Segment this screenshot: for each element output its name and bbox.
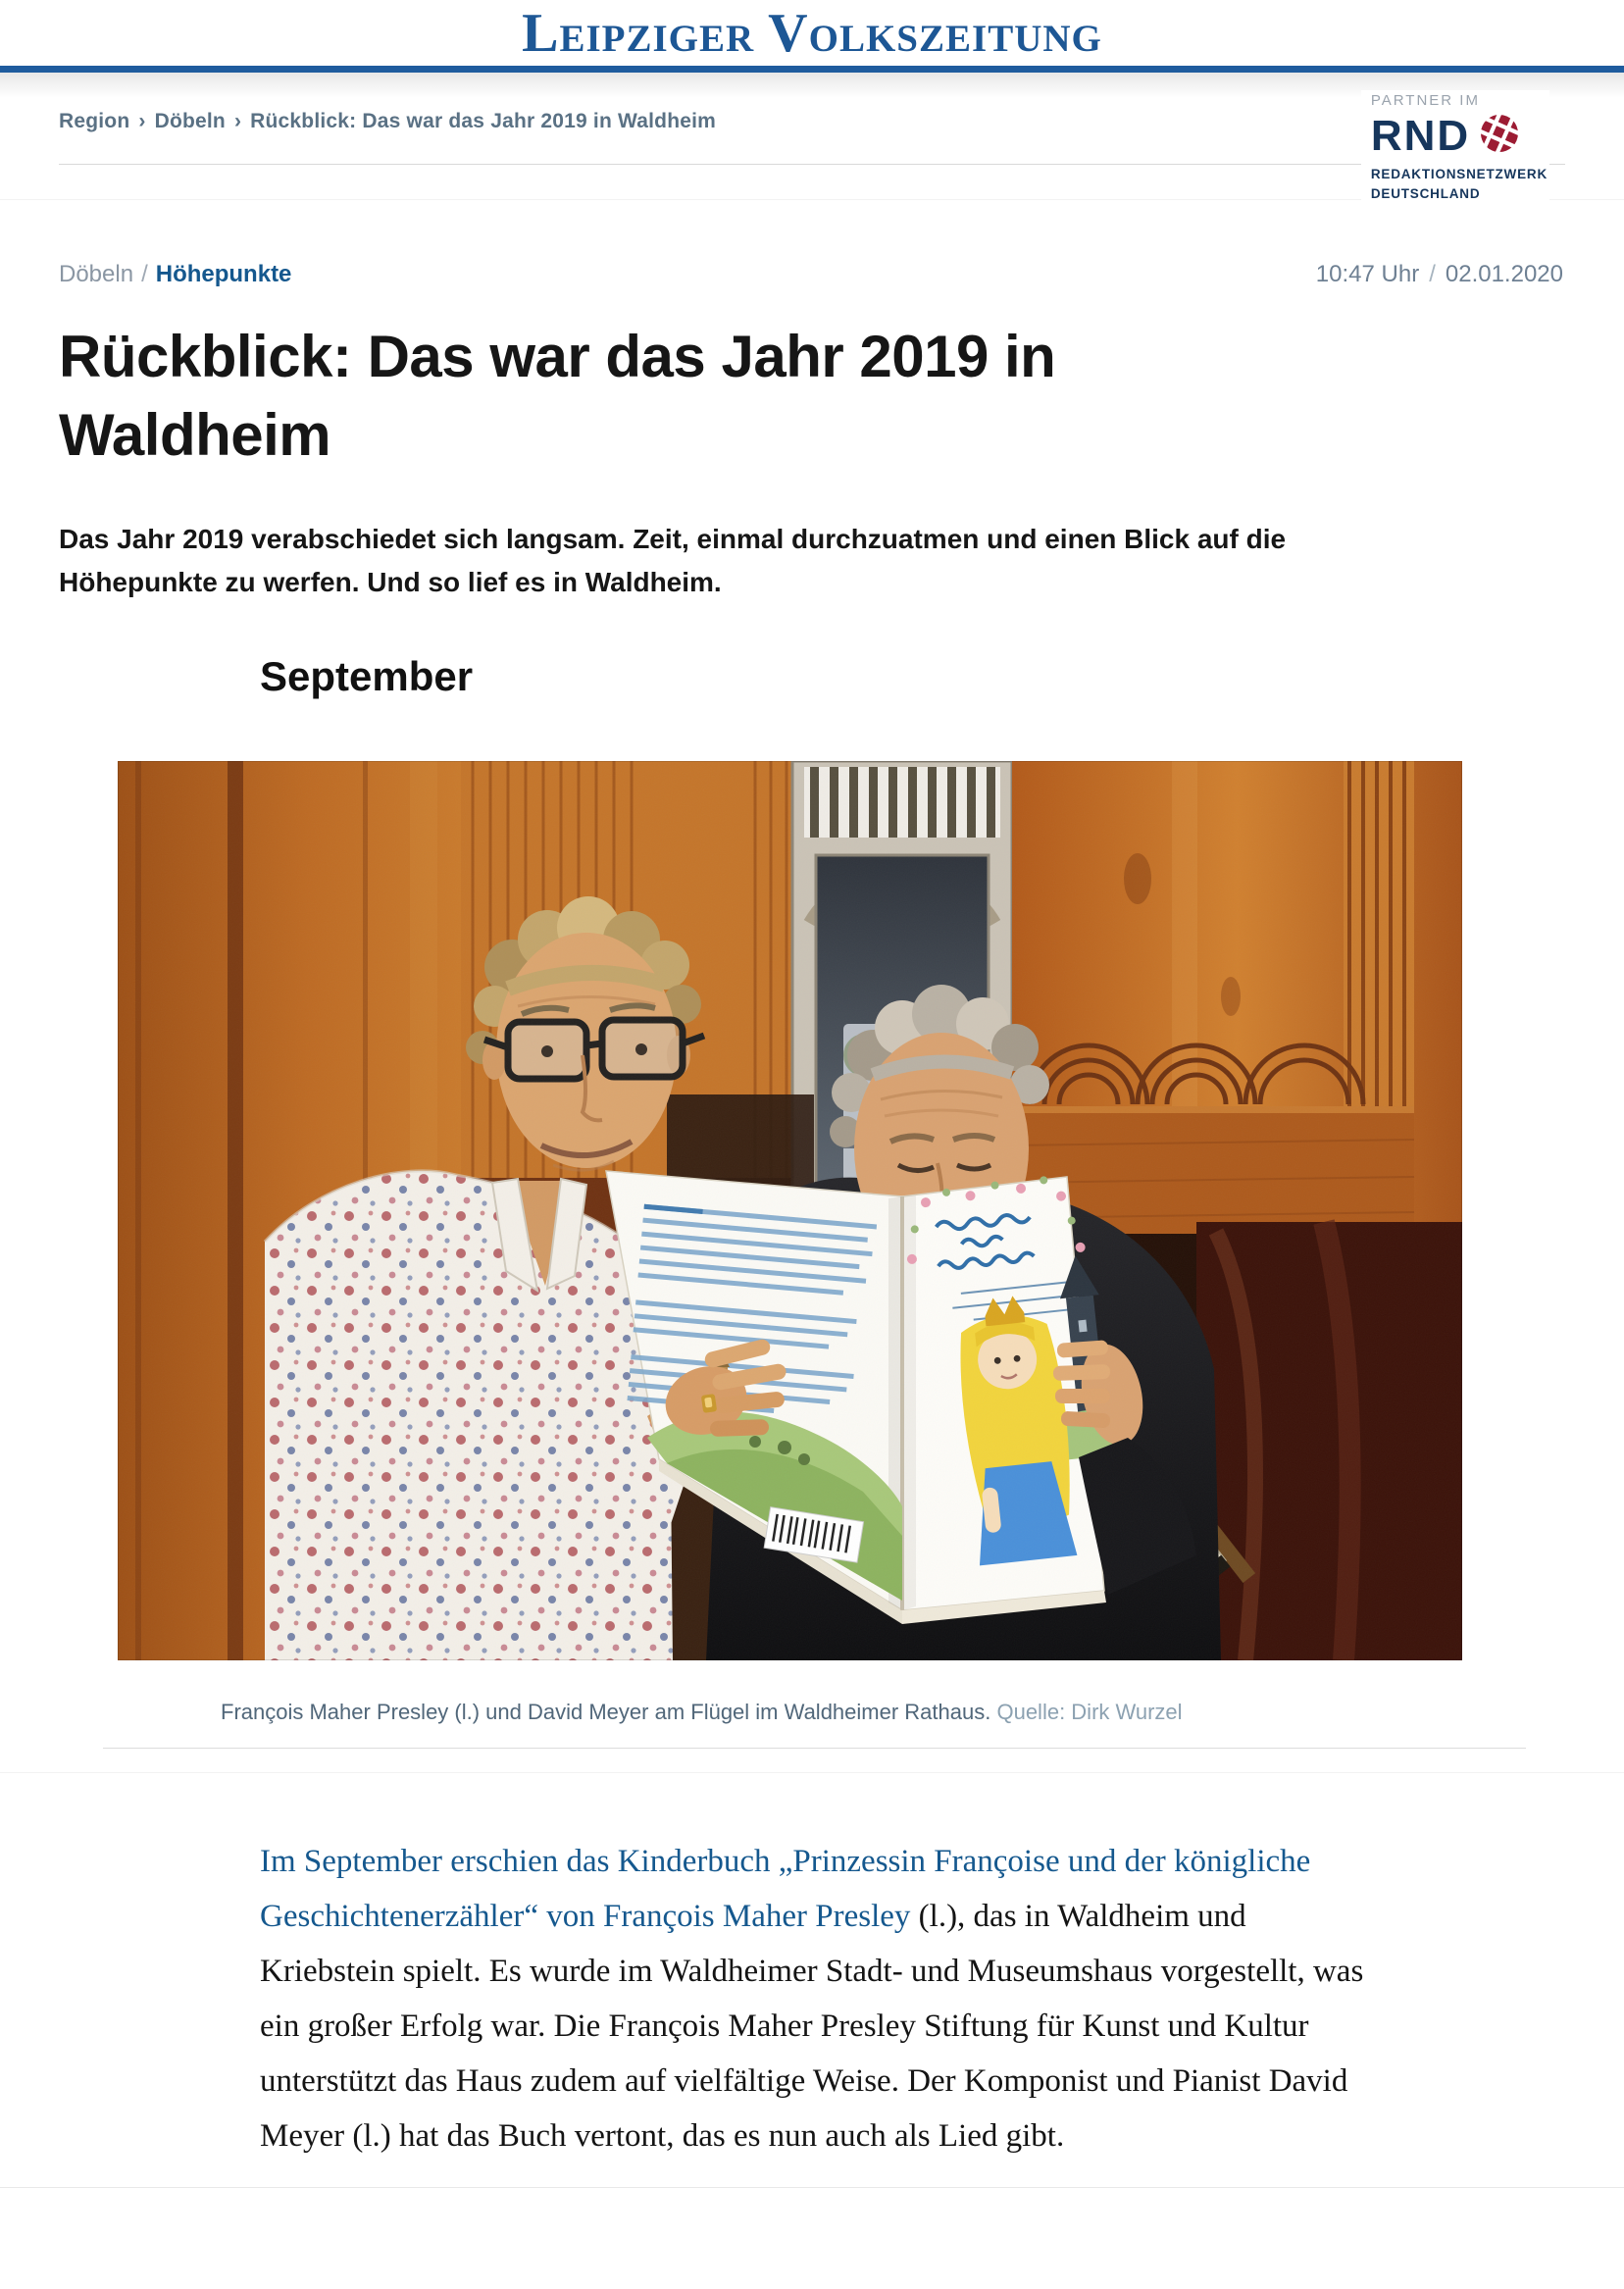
article-figure — [118, 761, 1462, 1725]
rnd-partner-badge[interactable] — [1361, 90, 1549, 207]
category — [59, 261, 291, 288]
image-caption-text: François Maher Presley (l.) und David Meyer am Flügel im Waldheimer Rathaus. — [221, 1699, 991, 1724]
breadcrumb-link-doebeln[interactable]: Döbeln — [154, 110, 226, 132]
rnd-partner-label: PARTNER IM — [1370, 92, 1480, 109]
article-body-text: (l.), das in Waldheim und Kriebstein spielt. Es wurde im Waldheimer Stadt- und Museumshaus vorgestellt, was ein großer Erfolg war. Die François Maher Presley Stiftung für Kunst und Kultur unterstützt das Haus zudem auf vielfältige Weise. Der Komponist und Pianist David Meyer (l.) hat das Buch vertont, das es nun auch als Lied gibt. — [260, 1898, 1364, 2154]
category-subsection-link[interactable]: Höhepunkte — [155, 261, 292, 287]
rnd-globe-icon — [1477, 111, 1522, 161]
breadcrumb — [59, 110, 1565, 133]
article-lead: Das Jahr 2019 verabschiedet sich langsam. Zeit, einmal durchzuatmen und einen Blick auf die Höhepunkte zu werfen. Und so lief es in Waldheim. — [59, 523, 1287, 597]
book-article-link[interactable]: Im September erschien das Kinderbuch „Prinzessin Françoise und der königliche Geschichtenerzähler“ von François Maher Presley — [260, 1843, 1311, 1934]
publish-time: 10:47 Uhr — [1315, 261, 1420, 287]
breadcrumb-current-page: Rückblick: Das war das Jahr 2019 in Waldheim — [250, 110, 717, 132]
section-heading-september: September — [260, 652, 474, 699]
category-separator: / — [141, 261, 148, 287]
publish-date: 02.01.2020 — [1445, 261, 1563, 287]
publish-separator: / — [1429, 261, 1436, 287]
masthead — [0, 0, 1624, 64]
divider — [103, 1748, 1526, 1749]
image-caption-source: Quelle: Dirk Wurzel — [996, 1699, 1183, 1724]
divider — [0, 2187, 1624, 2188]
category-section: Döbeln — [59, 261, 134, 287]
divider — [59, 164, 1565, 165]
article-body-paragraph — [260, 1834, 1378, 2163]
image-caption — [221, 1700, 1462, 1725]
article-meta-row — [59, 261, 1563, 288]
publish-timestamp — [1316, 261, 1563, 288]
breadcrumb-link-region[interactable]: Region — [59, 110, 130, 132]
rnd-network-line1: REDAKTIONSNETZWERK — [1370, 167, 1548, 181]
header-blue-bar — [0, 66, 1624, 73]
article-photo-illustration — [118, 761, 1462, 1660]
breadcrumb-separator: › — [138, 110, 146, 132]
breadcrumb-separator: › — [233, 110, 242, 132]
article-headline: Rückblick: Das war das Jahr 2019 in Waldheim — [59, 324, 1056, 468]
rnd-brand-text: RND — [1370, 111, 1471, 160]
divider — [0, 1772, 1624, 1773]
newspaper-logo[interactable]: Leipziger Volkszeitung — [522, 3, 1102, 64]
rnd-network-line2: DEUTSCHLAND — [1370, 185, 1481, 201]
